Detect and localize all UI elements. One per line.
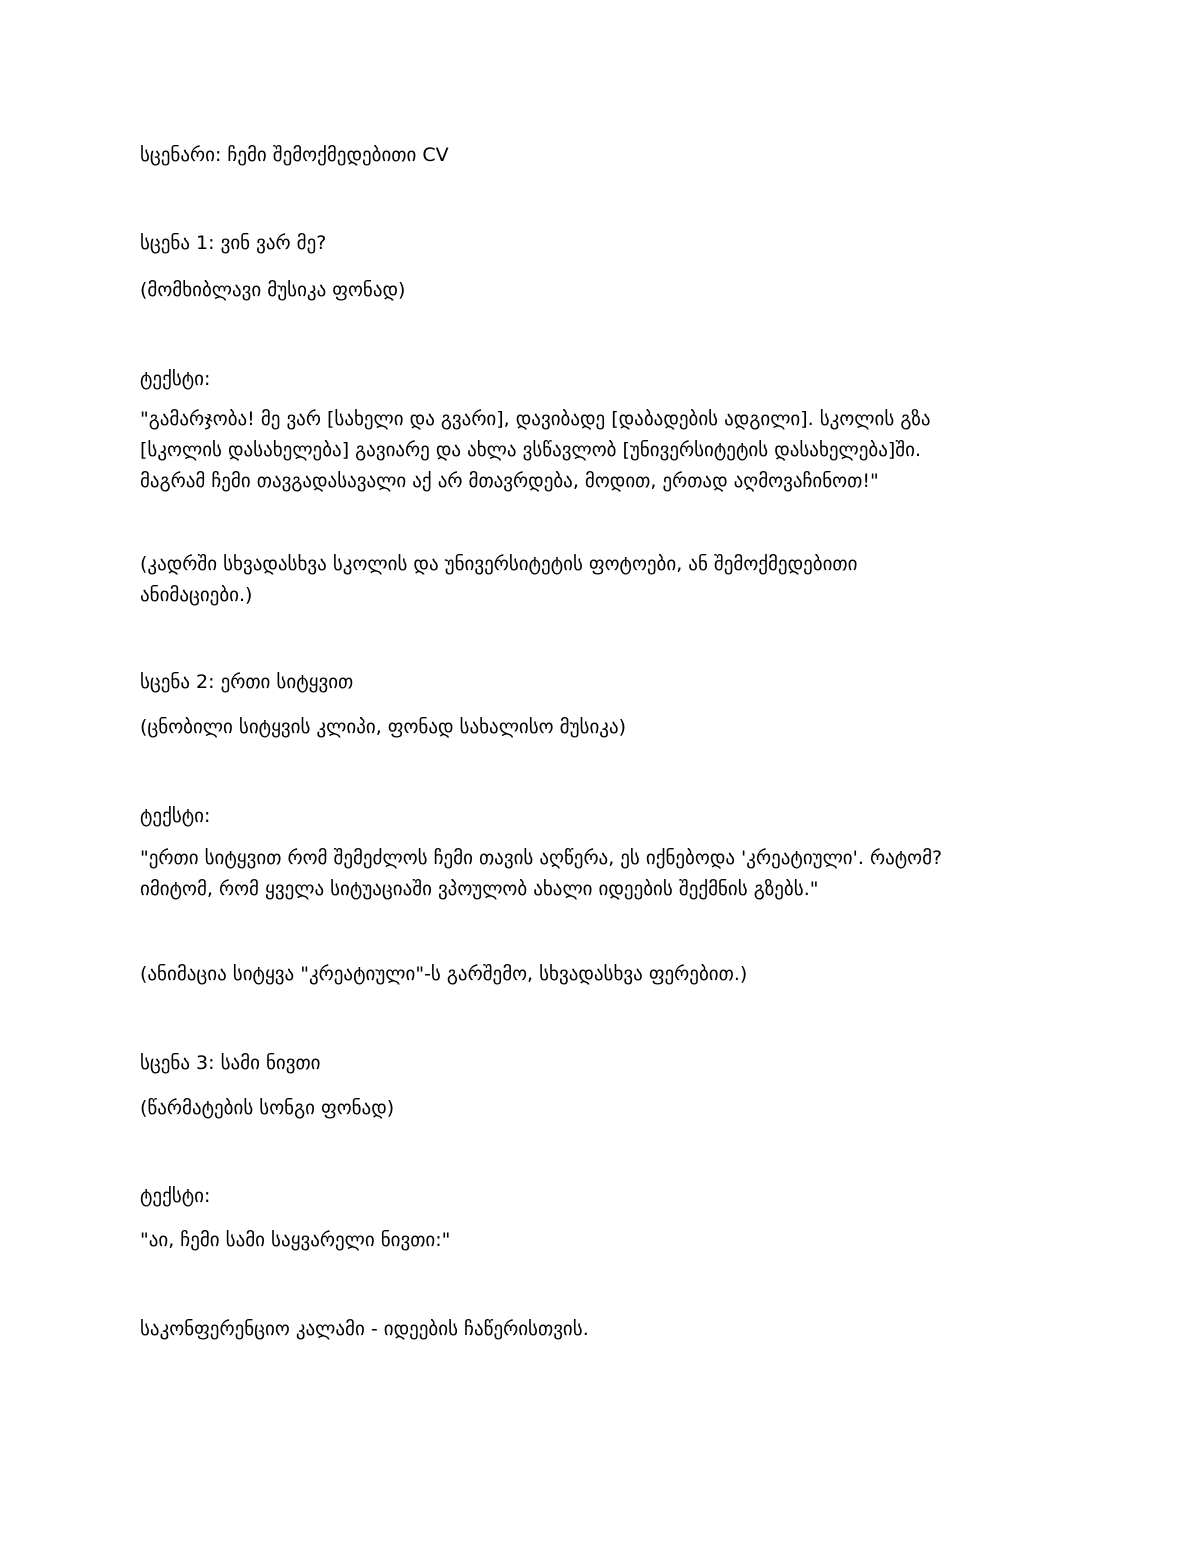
scene-3-heading: სცენა 3: სამი ნივთი — [140, 1052, 321, 1074]
scene-2-quote-line: იმიტომ, რომ ყველა სიტუაციაში ვპოულობ ახალი იდეების შექმნის გზებს." — [140, 878, 819, 900]
document-title: სცენარი: ჩემი შემოქმედებითი CV — [140, 144, 449, 166]
scene-1-quote-line: მაგრამ ჩემი თავგადასავალი აქ არ მთავრდება, მოდით, ერთად აღმოვაჩინოთ!" — [140, 470, 879, 492]
scene-1-direction: (მომხიბლავი მუსიკა ფონად) — [140, 279, 406, 301]
scene-1-heading: სცენა 1: ვინ ვარ მე? — [140, 232, 327, 254]
scene-2-quote-line: "ერთი სიტყვით რომ შემეძლოს ჩემი თავის აღწერა, ეს იქნებოდა 'კრეატიული'. რატომ? — [140, 847, 943, 869]
scene-3-text-label: ტექსტი: — [140, 1185, 211, 1207]
scene-2-visual-note: (ანიმაცია სიტყვა "კრეატიული"-ს გარშემო, სხვადასხვა ფერებით.) — [140, 963, 748, 985]
scene-3-direction: (წარმატების სონგი ფონად) — [140, 1097, 395, 1119]
scene-2-direction: (ცნობილი სიტყვის კლიპი, ფონად სახალისო მუსიკა) — [140, 716, 627, 738]
scene-2-heading: სცენა 2: ერთი სიტყვით — [140, 671, 354, 693]
scene-1-text-label: ტექსტი: — [140, 368, 211, 390]
scene-1-quote — [140, 404, 1080, 497]
scene-1-quote-line: "გამარჯობა! მე ვარ [სახელი და გვარი], დავიბადე [დაბადების ადგილი]. სკოლის გზა — [140, 408, 931, 430]
scene-2-text-label: ტექსტი: — [140, 805, 211, 827]
scene-2-quote — [140, 843, 1080, 905]
scene-1-quote-line: [სკოლის დასახელება] გავიარე და ახლა ვსწავლობ [უნივერსიტეტის დასახელება]ში. — [140, 439, 922, 461]
scene-3-quote: "აი, ჩემი სამი საყვარელი ნივთი:" — [140, 1229, 451, 1251]
scene-3-item-1: საკონფერენციო კალამი - იდეების ჩაწერისთვის. — [140, 1318, 589, 1340]
scene-1-visual-line: (კადრში სხვადასხვა სკოლის და უნივერსიტეტის ფოტოები, ან შემოქმედებითი — [140, 553, 858, 575]
scene-1-visual-line: ანიმაციები.) — [140, 584, 253, 606]
scene-1-visual-note — [140, 549, 1080, 611]
